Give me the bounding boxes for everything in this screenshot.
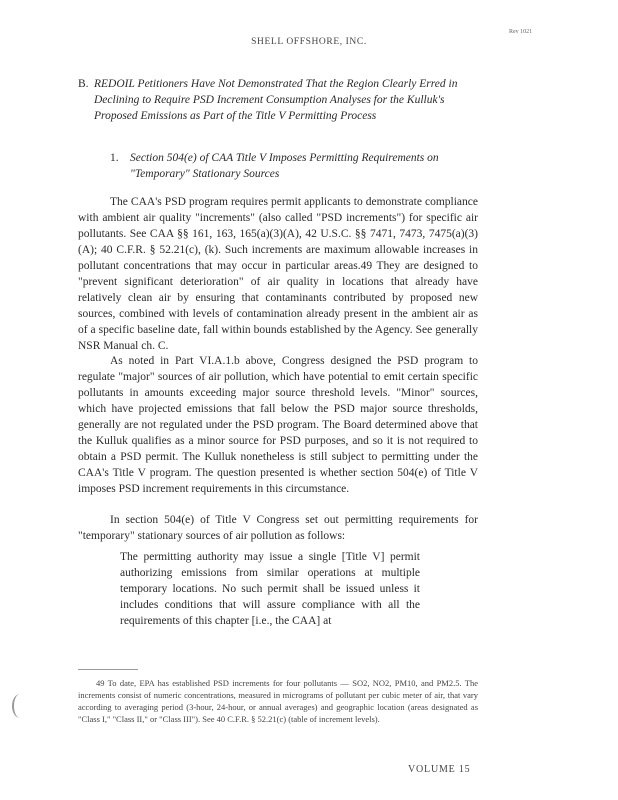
section-1-label: 1. [110,152,119,164]
page-stamp: Rev 1021 [509,29,533,35]
footnote-divider [78,669,138,670]
section-1-text: Section 504(e) of CAA Title V Imposes Permitting Requirements on "Temporary" Stationary Sources [130,152,439,180]
section-1-heading [110,150,450,182]
paragraph-psd-program: The CAA's PSD program requires permit applicants to demonstrate compliance with ambient air quality "increments" (also called "PSD increments") for specific air pollutants. See CAA §§ 161, 163, 165(a)(3)(A), 42 U.S.C. §§ 7471, 7473, 7475(a)(3)(A); 40 C.F.R. § 52.21(c), (k). Such increments are maximum allowable increases in pollutant concentrations that may occur in particular areas.49 They are designed to "prevent significant deterioration" of air quality in locations that already have relatively clean air by ensuring that contaminants contributed by proposed new sources, combined with levels of contamination already present in the ambient air as of a specific baseline date, fall within bounds established by the Agency. See generally NSR Manual ch. C. [78,196,478,352]
running-header: SHELL OFFSHORE, INC. [251,37,367,47]
page-number: VOLUME 15 [408,764,471,775]
section-b-heading [78,76,478,124]
section-b-text: REDOIL Petitioners Have Not Demonstrated That the Region Clearly Erred in Declining to Require PSD Increment Consumption Analyses for the Kulluk's Proposed Emissions as Part of the Title V Permitting Process [94,78,458,122]
paragraph-section-504e: In section 504(e) of Title V Congress set out permitting requirements for "temporary" stationary sources of air pollution as follows: [78,514,478,542]
block-quote: The permitting authority may issue a single [Title V] permit authorizing emissions from similar operations at multiple temporary locations. No such permit shall be issued unless it includes conditions that will assure compliance with all the requirements of this chapter [i.e., the CAA] at [120,551,420,627]
footnote-49: 49 To date, EPA has established PSD increments for four pollutants — SO2, NO2, PM10, and PM2.5. The increments consist of numeric concentrations, measured in micrograms of pollutant per cubic meter of air, that vary according to averaging period (3-hour, 24-hour, or annual averages) and geographic location (areas designated as "Class I," "Class II," or "Class III"). See 40 C.F.R. § 52.21(c) (table of increment levels). [78,678,478,724]
paragraph-major-sources: As noted in Part VI.A.1.b above, Congress designed the PSD program to regulate "major" sources of air pollution, which have potential to emit certain specific pollutants in amounts exceeding major source threshold levels. "Minor" sources, which have projected emissions that fall below the PSD major source thresholds, generally are not regulated under the PSD program. The Board determined above that the Kulluk qualifies as a minor source for PSD purposes, and so it is not required to obtain a PSD permit. The Kulluk nonetheless is still subject to permitting under the CAA's Title V program. The question presented is whether section 504(e) of Title V imposes PSD increment requirements in this circumstance. [78,355,478,495]
scan-artifact [12,694,28,718]
section-b-label: B. [78,78,89,90]
